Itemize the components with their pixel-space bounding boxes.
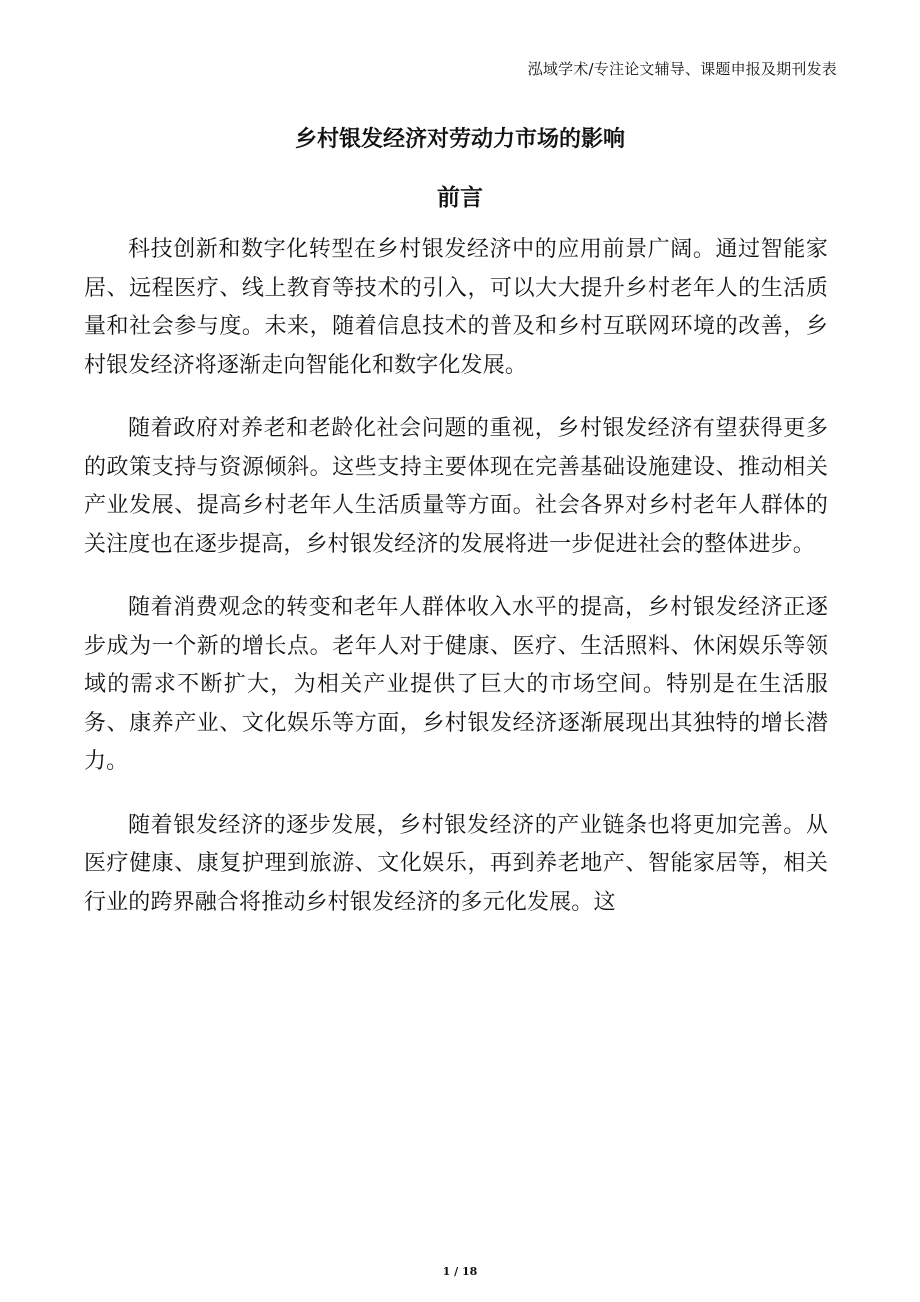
document-body (84, 231, 828, 947)
page-number: 1 / 18 (442, 1265, 478, 1278)
section-heading: 前言 (437, 185, 483, 211)
paragraph: 科技创新和数字化转型在乡村银发经济中的应用前景广阔。通过智能家居、远程医疗、线上教育等技术的引入，可以大大提升乡村老年人的生活质量和社会参与度。未来，随着信息技术的普及和乡村互联网环境的改善，乡村银发经济将逐渐走向智能化和数字化发展。 (84, 237, 828, 378)
paragraph: 随着银发经济的逐步发展，乡村银发经济的产业链条也将更加完善。从医疗健康、康复护理到旅游、文化娱乐，再到养老地产、智能家居等，相关行业的跨界融合将推动乡村银发经济的多元化发展。这 (84, 812, 828, 915)
paragraph: 随着消费观念的转变和老年人群体收入水平的提高，乡村银发经济正逐步成为一个新的增长点。老年人对于健康、医疗、生活照料、休闲娱乐等领域的需求不断扩大，为相关产业提供了巨大的市场空间。特别是在生活服务、康养产业、文化娱乐等方面，乡村银发经济逐渐展现出其独特的增长潜力。 (84, 595, 828, 774)
header-tagline: 泓域学术/专注论文辅导、课题申报及期刊发表 (527, 60, 837, 78)
document-title: 乡村银发经济对劳动力市场的影响 (294, 127, 625, 152)
paragraph: 随着政府对养老和老龄化社会问题的重视，乡村银发经济有望获得更多的政策支持与资源倾斜。这些支持主要体现在完善基础设施建设、推动相关产业发展、提高乡村老年人生活质量等方面。社会各界对乡村老年人群体的关注度也在逐步提高，乡村银发经济的发展将进一步促进社会的整体进步。 (84, 416, 828, 557)
